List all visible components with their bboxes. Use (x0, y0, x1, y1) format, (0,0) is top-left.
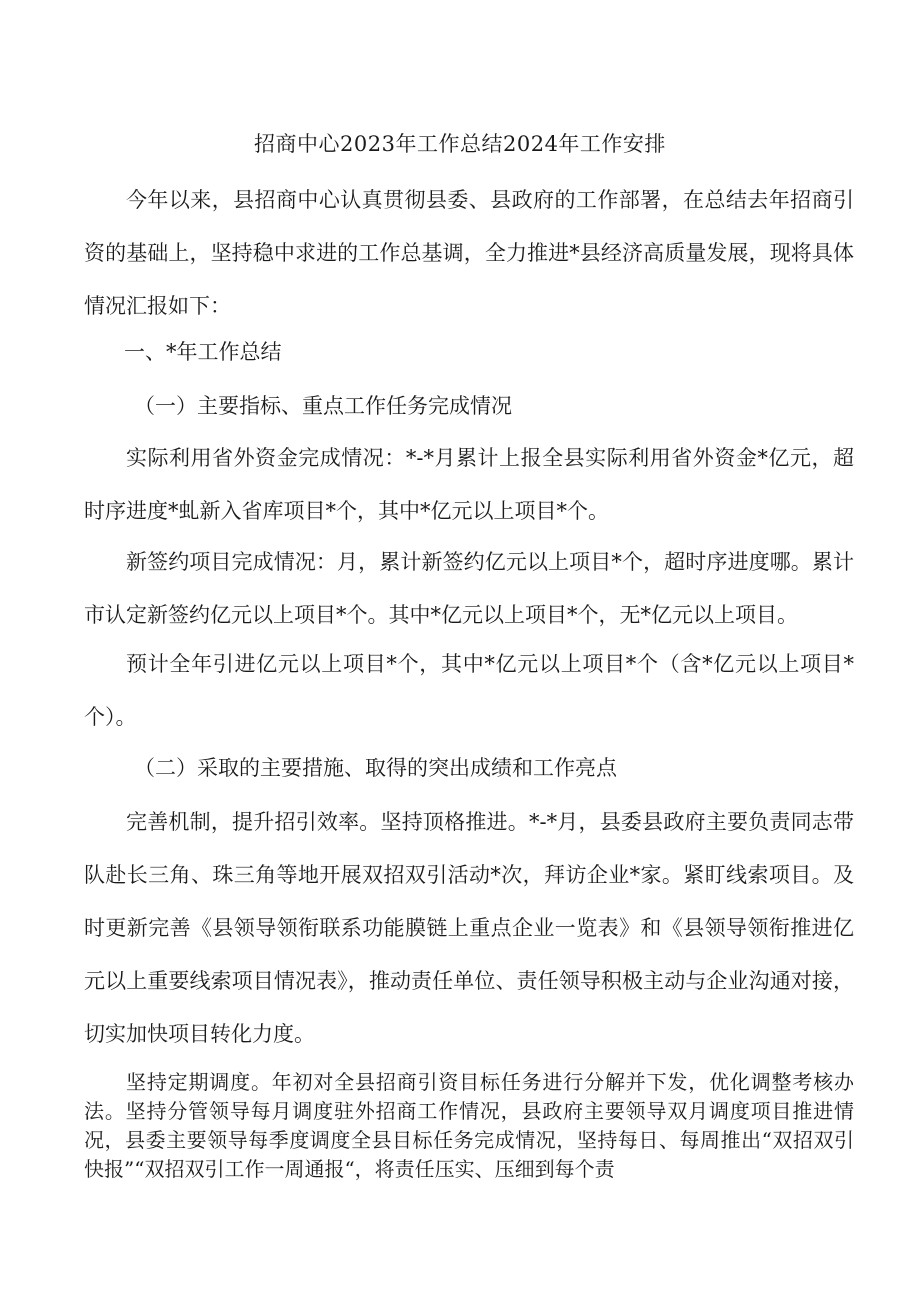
paragraph-annual-forecast: 预计全年引进亿元以上项目*个，其中*亿元以上项目*个（含*亿元以上项目*个）。 (84, 652, 854, 729)
intro-paragraph: 今年以来，县招商中心认真贯彻县委、县政府的工作部署，在总结去年招商引资的基础上，坚持稳中求进的工作总基调，全力推进*县经济高质量发展，现将具体情况汇报如下： (84, 188, 854, 318)
paragraph-external-funds: 实际利用省外资金完成情况：*-*月累计上报全县实际利用省外资金*亿元，超时序进度*虬新入省库项目*个，其中*亿元以上项目*个。 (84, 446, 854, 523)
paragraph-improve-mechanism: 完善机制，提升招引效率。坚持顶格推进。*-*月，县委县政府主要负责同志带队赴长三角、珠三角等地开展双招双引活动*次，拜访企业*家。紧盯线索项目。及时更新完善《县领导领衔联系功能膜链上重点企业一览表》和《县领导领衔推进亿元以上重要线索项目情况表》，推动责任单位、责任领导积极主动与企业沟通对接，切实加快项目转化力度。 (84, 810, 854, 1046)
subsection-heading-indicators: （一）主要指标、重点工作任务完成情况 (134, 394, 512, 418)
subsection-heading-measures: （二）采取的主要措施、取得的突出成绩和工作亮点 (134, 756, 617, 780)
paragraph-new-signed-projects: 新签约项目完成情况：月，累计新签约亿元以上项目*个，超时序进度哪。累计市认定新签约亿元以上项目*个。其中*亿元以上项目*个，无*亿元以上项目。 (84, 550, 854, 627)
document-title: 招商中心2023年工作总结2024年工作安排 (254, 132, 666, 156)
section-heading-annual-summary: 一、*年工作总结 (124, 340, 282, 364)
paragraph-regular-scheduling: 坚持定期调度。年初对全县招商引资目标任务进行分解并下发，优化调整考核办法。坚持分管领导每月调度驻外招商工作情况，县政府主要领导双月调度项目推进情况，县委主要领导每季度调度全县目标任务完成情况，坚持每日、每周推出“双招双引快报”“双招双引工作一周通报“，将责任压实、压细到每个责 (84, 1070, 854, 1181)
